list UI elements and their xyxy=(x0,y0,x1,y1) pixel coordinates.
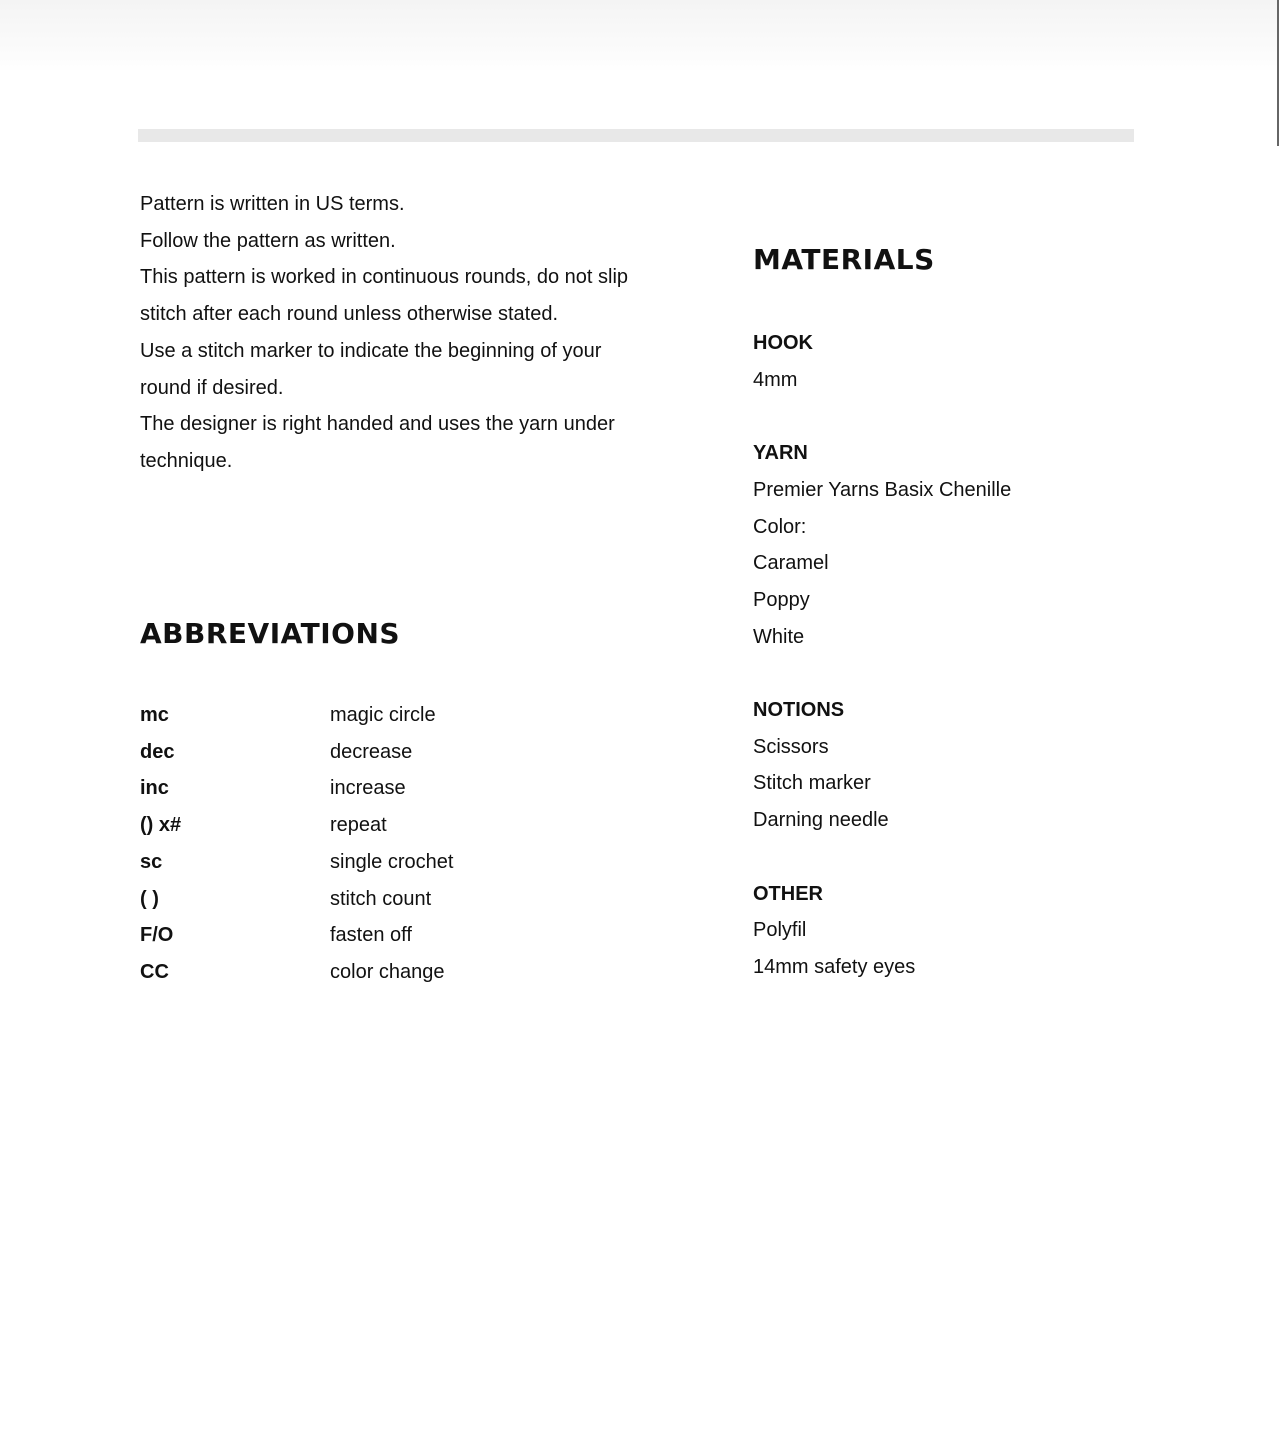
other-heading: OTHER xyxy=(753,882,823,905)
abbreviation-code: () x# xyxy=(140,814,182,837)
abbreviations-title: ABBREVIATIONS xyxy=(140,617,401,650)
list-item: Poppy xyxy=(753,588,810,611)
list-item: Polyfil xyxy=(753,919,807,942)
abbreviation-meaning: fasten off xyxy=(330,924,412,947)
section-spacer xyxy=(753,398,1183,435)
materials-title: MATERIALS xyxy=(753,243,935,276)
intro-line: This pattern is worked in continuous rounds, do not slip stitch after each round unless otherwise stated. xyxy=(140,266,629,326)
other-section xyxy=(753,876,1183,986)
abbreviation-meaning: repeat xyxy=(330,814,387,837)
table-row xyxy=(140,844,453,881)
intro-text xyxy=(140,186,650,480)
abbreviation-meaning: stitch count xyxy=(330,887,432,910)
abbreviation-code: inc xyxy=(140,777,169,800)
list-item: 14mm safety eyes xyxy=(753,955,916,978)
abbreviation-code: sc xyxy=(140,850,163,873)
abbreviation-meaning: decrease xyxy=(330,740,413,763)
abbreviations-table xyxy=(140,697,453,991)
list-item: Scissors xyxy=(753,735,829,758)
yarn-heading: YARN xyxy=(753,442,808,465)
list-item: 4mm xyxy=(753,368,798,391)
list-item: White xyxy=(753,625,805,648)
notions-heading: NOTIONS xyxy=(753,699,845,721)
hook-section xyxy=(753,325,1183,398)
intro-line: Pattern is written in US terms. xyxy=(140,193,405,215)
list-item: Darning needle xyxy=(753,809,889,832)
table-row xyxy=(140,734,453,771)
notions-section xyxy=(753,692,1183,839)
list-item: Stitch marker xyxy=(753,772,871,795)
intro-line: The designer is right handed and uses the yarn under technique. xyxy=(140,413,615,472)
table-row xyxy=(140,881,453,918)
table-row xyxy=(140,917,453,954)
list-item: Color: xyxy=(753,515,807,538)
abbreviation-code: dec xyxy=(140,740,175,763)
list-item: Premier Yarns Basix Chenille xyxy=(753,478,1012,501)
list-item: Caramel xyxy=(753,552,829,575)
section-spacer xyxy=(753,655,1183,692)
table-row xyxy=(140,770,453,807)
intro-line: Follow the pattern as written. xyxy=(140,229,396,252)
materials-column xyxy=(753,243,1183,986)
abbreviation-meaning: magic circle xyxy=(330,704,436,726)
abbreviation-meaning: single crochet xyxy=(330,850,454,873)
hook-heading: HOOK xyxy=(753,332,813,354)
abbreviation-code: CC xyxy=(140,960,169,983)
abbreviation-meaning: increase xyxy=(330,777,406,800)
abbreviation-code: F/O xyxy=(140,924,174,947)
abbreviation-code: ( ) xyxy=(140,887,159,910)
table-row xyxy=(140,954,453,991)
section-spacer xyxy=(753,839,1183,876)
abbreviation-code: mc xyxy=(140,704,169,726)
table-row xyxy=(140,807,453,844)
page-top-shadow xyxy=(0,0,1279,70)
header-bar xyxy=(138,129,1134,142)
table-row xyxy=(140,697,453,734)
yarn-section xyxy=(753,435,1183,655)
intro-line: Use a stitch marker to indicate the beginning of your round if desired. xyxy=(140,339,602,399)
abbreviation-meaning: color change xyxy=(330,960,445,983)
